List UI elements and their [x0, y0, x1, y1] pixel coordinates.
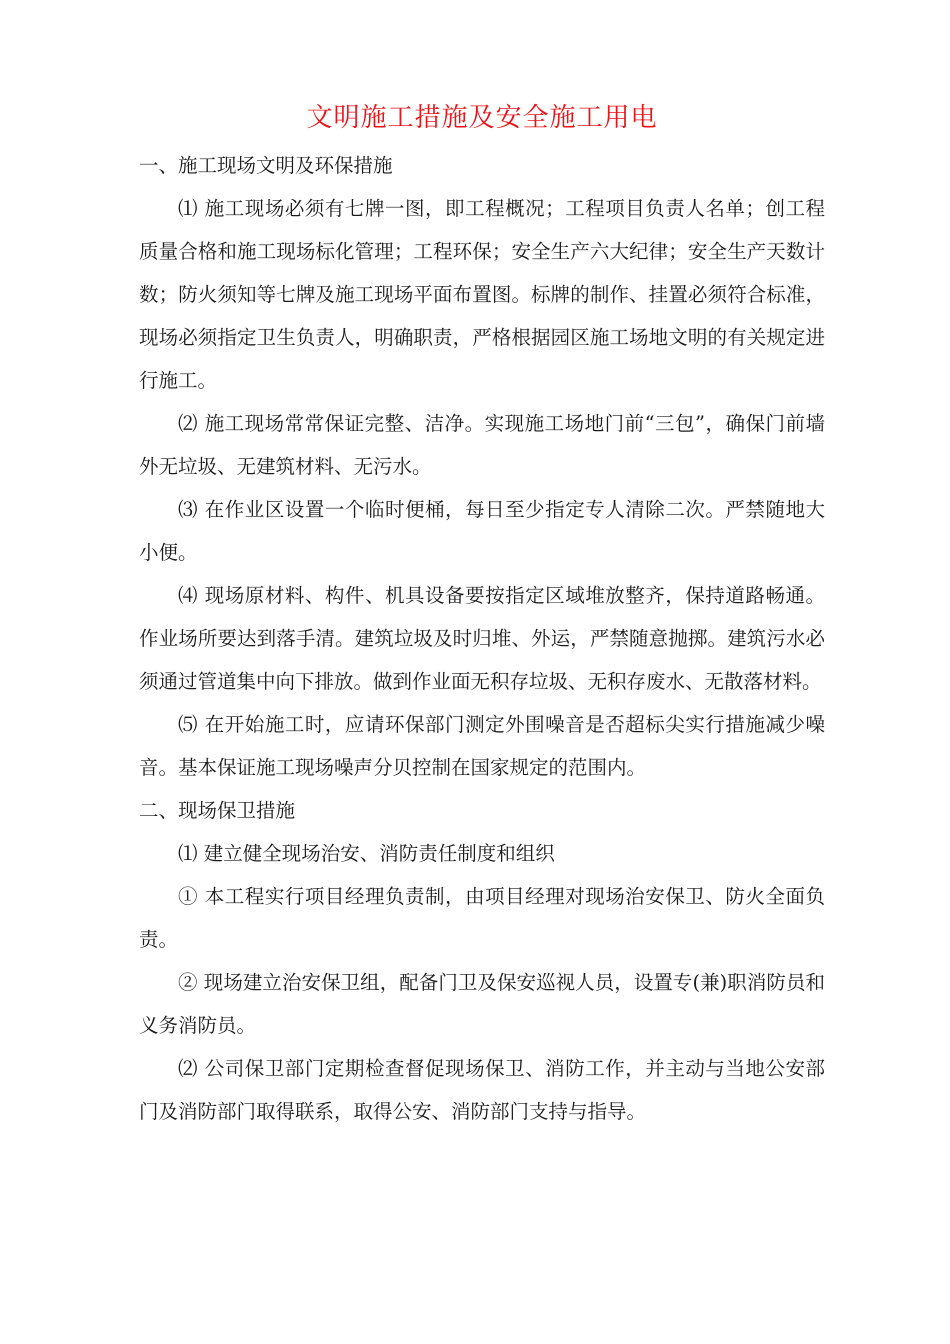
paragraph: ⑵ 施工现场常常保证完整、洁净。实现施工场地门前“三包”，确保门前墙外无垃圾、无建筑材料、无污水。 — [139, 412, 825, 478]
paragraph: ⑴ 施工现场必须有七牌一图，即工程概况；工程项目负责人名单；创工程质量合格和施工现场标化管理；工程环保；安全生产六大纪律；安全生产天数计数；防火须知等七牌及施工现场平面布置图。标牌的制作、挂置必须符合标准，现场必须指定卫生负责人，明确职责，严格根据园区施工场地文明的有关规定进行施工。 — [139, 197, 825, 392]
section-heading: 二、现场保卫措施 — [139, 799, 296, 822]
document-title: 文明施工措施及安全施工用电 — [306, 103, 658, 133]
section-civilized-construction — [139, 144, 825, 789]
document-body — [139, 98, 825, 1133]
paragraph: ① 本工程实行项目经理负责制，由项目经理对现场治安保卫、防火全面负责。 — [139, 885, 825, 951]
section-site-security — [139, 789, 825, 1133]
section-heading: 一、施工现场文明及环保措施 — [139, 154, 393, 177]
paragraph: ⑸ 在开始施工时，应请环保部门测定外围噪音是否超标尖实行措施减少噪音。基本保证施工现场噪声分贝控制在国家规定的范围内。 — [139, 713, 825, 779]
paragraph: ⑴ 建立健全现场治安、消防责任制度和组织 — [178, 842, 555, 865]
paragraph: ⑵ 公司保卫部门定期检查督促现场保卫、消防工作，并主动与当地公安部门及消防部门取得联系，取得公安、消防部门支持与指导。 — [139, 1057, 825, 1123]
paragraph: ⑷ 现场原材料、构件、机具设备要按指定区域堆放整齐，保持道路畅通。作业场所要达到落手清。建筑垃圾及时归堆、外运，严禁随意抛掷。建筑污水必须通过管道集中向下排放。做到作业面无积存垃圾、无积存废水、无散落材料。 — [139, 584, 825, 693]
paragraph: ⑶ 在作业区设置一个临时便桶，每日至少指定专人清除二次。严禁随地大小便。 — [139, 498, 825, 564]
paragraph: ② 现场建立治安保卫组，配备门卫及保安巡视人员，设置专(兼)职消防员和义务消防员。 — [139, 971, 825, 1037]
